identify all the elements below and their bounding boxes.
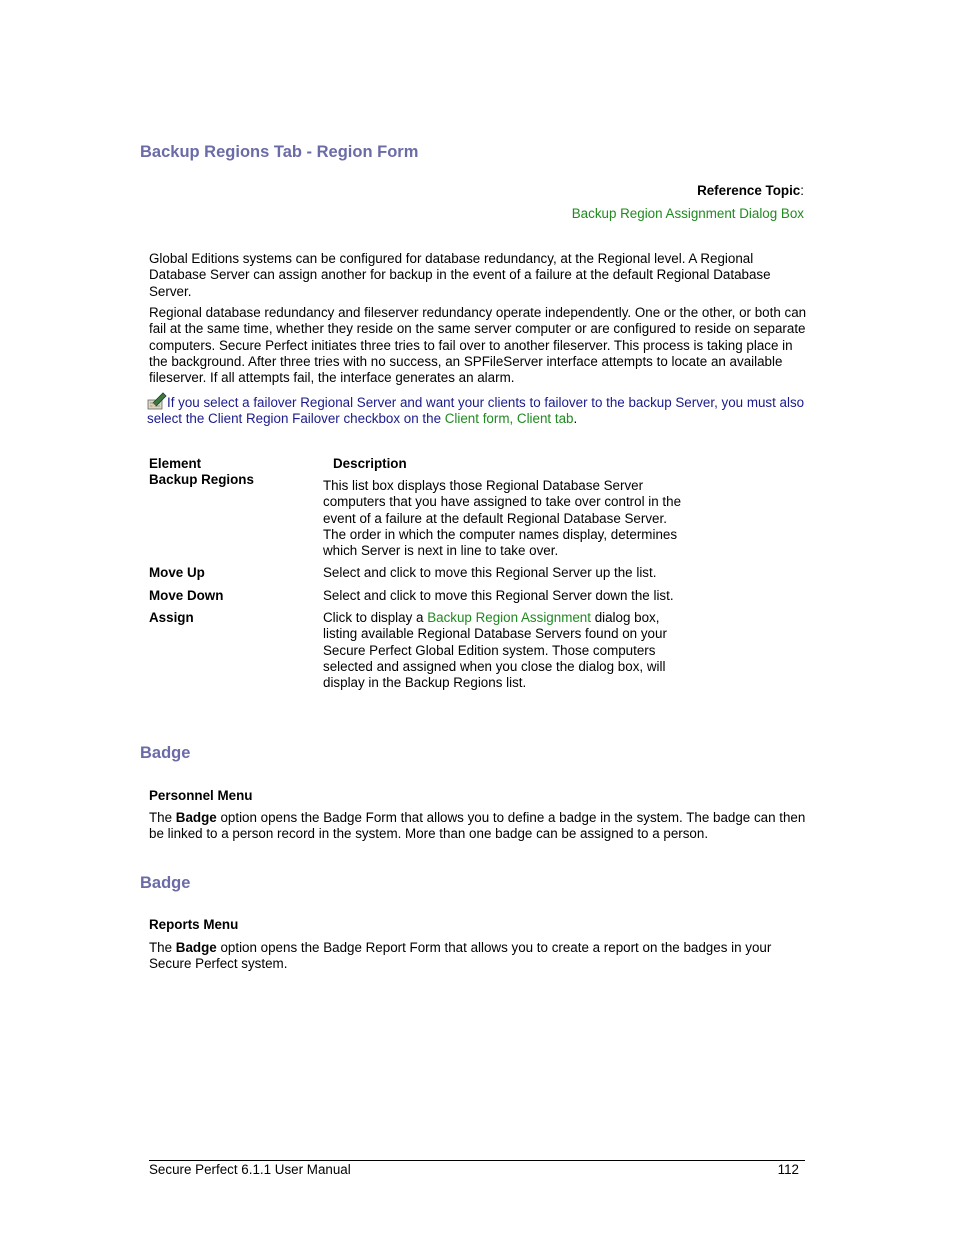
note-pencil-icon (147, 392, 167, 410)
paragraph-redundancy: Regional database redundancy and fileserver redundancy operate independently. One or the other, or both can fail at the same time, whether they reside on the same server computer or are configured to reside on separate computers. Secure Perfect initiates three tries to fail over to another fileserver. This process is taking place in the background. After three tries with no success, an SPFileServer interface attempts to locate an available fileserver. If all attempts fail, the interface generates an alarm. (149, 305, 807, 386)
menu-label-reports: Reports Menu (149, 917, 239, 932)
paragraph-badge-reports (149, 940, 809, 973)
table-row-description: This list box displays those Regional Database Server computers that you have assigned to take over control in the event of a failure at the default Regional Database Server. The order in which the computer names display, determines which Server is next in line to take over. (323, 478, 682, 559)
text-bold: Badge (175, 940, 217, 955)
footer-divider (149, 1160, 805, 1161)
paragraph-global-editions: Global Editions systems can be configured for database redundancy, at the Regional level. A Regional Database Server can assign another for backup in the event of a failure at the default Regional Database Server. (149, 251, 771, 299)
note-paragraph (147, 392, 807, 428)
menu-label-personnel: Personnel Menu (149, 788, 253, 803)
footer-manual-title: Secure Perfect 6.1.1 User Manual (149, 1162, 351, 1177)
reference-link-backup-region-assignment[interactable]: Backup Region Assignment Dialog Box (571, 206, 804, 221)
reference-topic-colon: : (800, 183, 804, 198)
text: option opens the Badge Report Form that allows you to create a report on the badges in your Secure Perfect system. (149, 940, 772, 972)
reference-topic-label: Reference Topic (697, 183, 801, 198)
table-row-element: Move Down (149, 588, 224, 603)
text: The (149, 810, 176, 825)
text: option opens the Badge Form that allows you to define a badge in the system. The badge can then be linked to a person record in the system. More than one badge can be assigned to a person. (149, 810, 806, 842)
note-link-client-form[interactable]: Client form, Client tab (444, 411, 574, 427)
table-row-description: Select and click to move this Regional Server down the list. (323, 588, 674, 603)
reference-topic (697, 183, 804, 199)
table-row-description: Select and click to move this Regional Server up the list. (323, 565, 657, 580)
table-row-element: Backup Regions (149, 472, 254, 487)
description-text: dialog box, listing available Regional Database Servers found on your Secure Perfect Global Edition system. Those computers selected and assigned when you close the dialog box, will display in the Backup Regions list. (323, 610, 667, 691)
section-title-badge-reports: Badge (140, 874, 191, 892)
link-backup-region-assignment[interactable]: Backup Region Assignment (427, 610, 591, 625)
section-title-backup-regions: Backup Regions Tab - Region Form (140, 143, 419, 161)
paragraph-badge-personnel (149, 810, 809, 843)
text: The (149, 940, 176, 955)
table-header-element: Element (149, 456, 202, 471)
table-row-element: Move Up (149, 565, 205, 580)
table-header-description: Description (333, 456, 407, 471)
description-text: Click to display a (323, 610, 428, 625)
note-text: If you select a failover Regional Server and want your clients to failover to the backup Server, you must also select the Client Region Failover checkbox on the (147, 395, 805, 427)
note-end: . (573, 411, 578, 427)
text-bold: Badge (175, 810, 217, 825)
table-row-description (323, 610, 695, 691)
footer-page-number: 112 (777, 1162, 799, 1177)
section-title-badge-personnel: Badge (140, 744, 191, 762)
table-row-element: Assign (149, 610, 194, 625)
